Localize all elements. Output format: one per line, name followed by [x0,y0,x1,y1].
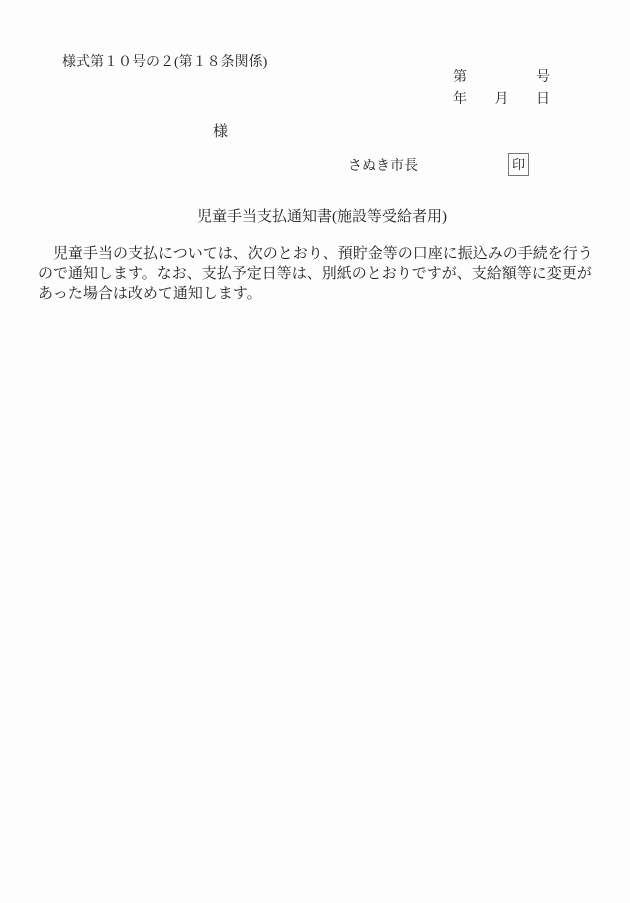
doc-number-suffix: 号 [536,70,550,85]
date-year-label: 年 [453,92,467,107]
seal-box [508,153,529,176]
body-paragraph [38,244,598,304]
date-month-label: 月 [494,92,509,107]
doc-number-prefix: 第 [453,70,467,85]
body-line: あった場合は改めて通知します。 [38,286,262,302]
document-number-line [453,66,550,86]
date-line [453,88,550,108]
body-line: 児童手当の支払については、次のとおり、預貯金等の口座に振込みの手続を行う [38,246,593,262]
addressee-honorific: 様 [213,124,229,140]
body-line: ので通知します。なお、支払予定日等は、別紙のとおりですが、支給額等に変更が [38,266,592,282]
document-title: 児童手当支払通知書(施設等受給者用) [197,209,447,225]
form-number: 様式第１０号の２(第１８条関係) [62,55,268,70]
date-day-label: 日 [536,92,550,107]
sender-title: さぬき市長 [348,159,418,174]
seal-label: 印 [511,157,525,172]
